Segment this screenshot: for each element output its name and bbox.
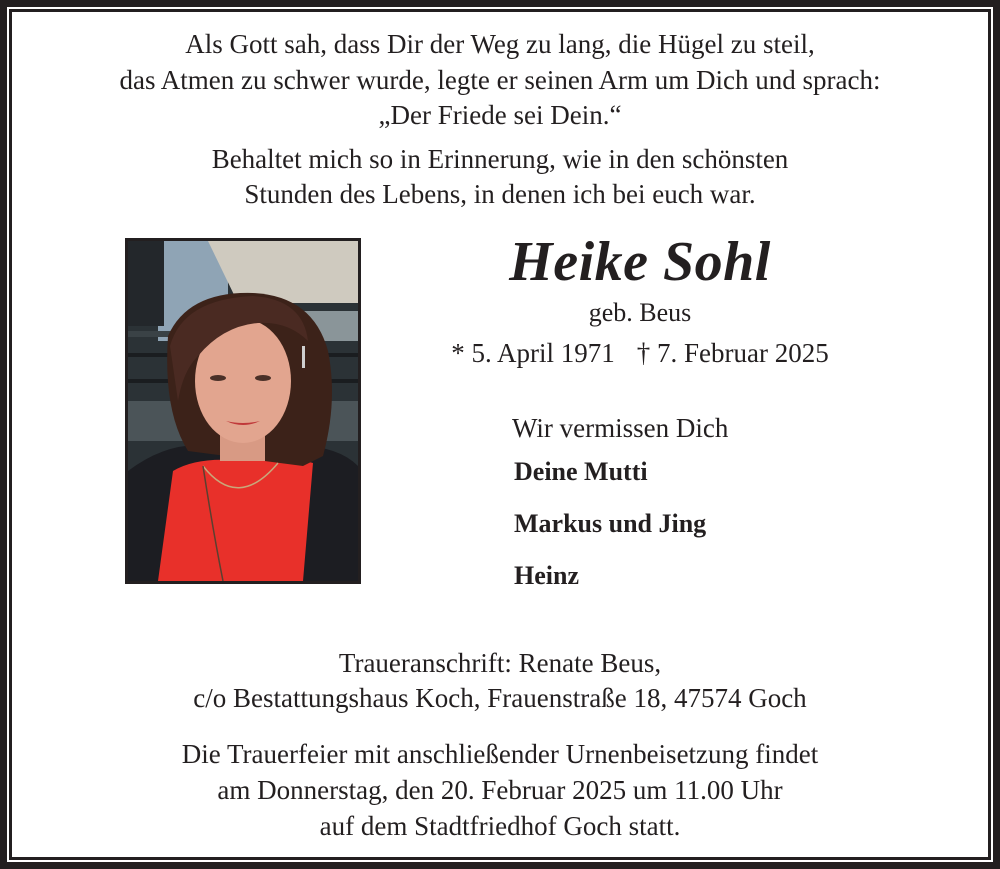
poem-line-1: Als Gott sah, dass Dir der Weg zu lang, die Hügel zu steil, <box>185 29 815 59</box>
quote-line-1: Behaltet mich so in Erinnerung, wie in den schönsten <box>211 144 789 174</box>
mourners-intro: Wir vermissen Dich <box>512 413 729 443</box>
deceased-dates <box>400 337 880 369</box>
mourner-name: Heinz <box>514 561 579 590</box>
ceremony-line-1: Die Trauerfeier mit anschließender Urnenbeisetzung findet <box>181 739 819 769</box>
ceremony-line-2: am Donnerstag, den 20. Februar 2025 um 11.00 Uhr <box>217 775 783 805</box>
birth-date: * 5. April 1971 <box>451 338 615 368</box>
mourner-name: Markus und Jing <box>514 509 707 538</box>
death-date: † 7. Februar 2025 <box>636 338 829 368</box>
poem-line-2: das Atmen zu schwer wurde, legte er seinen Arm um Dich und sprach: <box>119 65 881 95</box>
ceremony-line-3: auf dem Stadtfriedhof Goch statt. <box>319 811 681 841</box>
portrait-photo <box>125 238 361 584</box>
deceased-birth-name: geb. Beus <box>588 298 692 327</box>
mourner-name: Deine Mutti <box>514 457 648 486</box>
portrait-image <box>128 241 358 581</box>
deceased-name: Heike Sohl <box>509 231 771 293</box>
address-line-2: c/o Bestattungshaus Koch, Frauenstraße 18, 47574 Goch <box>193 683 807 713</box>
address-line-1: Traueranschrift: Renate Beus, <box>338 648 662 678</box>
quote-line-2: Stunden des Lebens, in denen ich bei euch war. <box>244 179 756 209</box>
poem-line-3: „Der Friede sei Dein.“ <box>378 100 622 130</box>
